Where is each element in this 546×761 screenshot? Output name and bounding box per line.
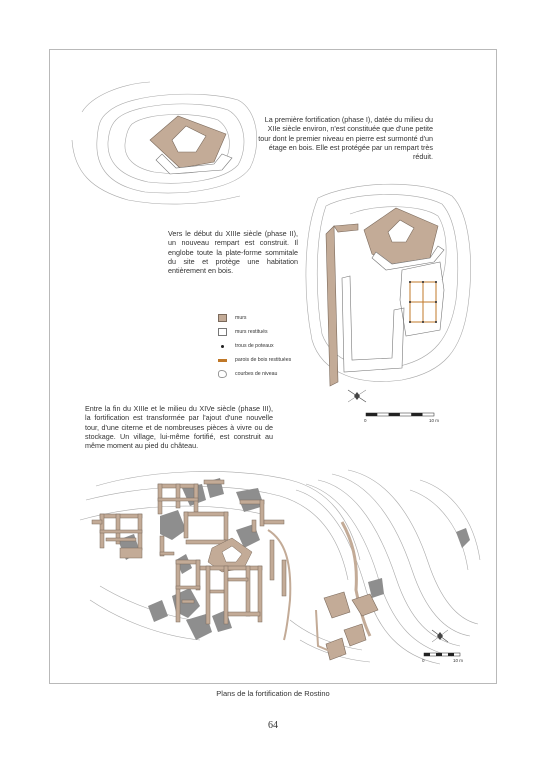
post-hole-swatch-icon — [218, 342, 227, 350]
scale-start-label: 0 — [364, 418, 367, 423]
phase1-text: La première fortification (phase I), datée du milieu du XIIe siècle environ, n'est constituée que d'une petite tour dont le premier niveau en pierre est surmonté d'un étage en bois. Elle est protégée par un rempart très réduit. — [258, 115, 433, 162]
phase3-text: Entre la fin du XIIIe et le milieu du XIVe siècle (phase III), la fortification est transformée par l'ajout d'une nouvelle tour, d'une citerne et de nombreuses pièces à vivre ou de stockage. Un village, lui-même fortifié, est construit au même moment au pied du château. — [85, 404, 273, 451]
scale-bar-phase2 — [366, 413, 434, 416]
contours-phase3 — [80, 470, 480, 664]
legend-item — [218, 312, 328, 324]
figure-caption: Plans de la fortification de Rostino — [216, 689, 330, 698]
plan-phase1 — [150, 116, 232, 174]
restored-wall-swatch-icon — [218, 328, 227, 336]
legend-item — [218, 340, 328, 352]
scale-end-label: 10 m — [429, 418, 440, 423]
legend-label: parois de bois restituées — [235, 357, 292, 363]
legend-item — [218, 368, 328, 380]
wall-swatch-icon — [218, 314, 227, 322]
wood-wall-swatch-icon — [218, 359, 227, 362]
legend-item — [218, 326, 328, 338]
north-arrow-icon — [348, 390, 366, 402]
scale-start-label-2: 0 — [422, 658, 425, 663]
legend-label: murs restitués — [235, 329, 268, 335]
legend-label: courbes de niveau — [235, 371, 278, 377]
scale-end-label-2: 10 m — [453, 658, 464, 663]
phase2-text: Vers le début du XIIIe siècle (phase II), un nouveau rempart est construit. Il englobe toute la plate-forme sommitale du site et protège une habitation entièrement en bois. — [168, 229, 298, 276]
plan-phase2 — [326, 208, 444, 386]
legend — [218, 312, 328, 382]
legend-label: murs — [235, 315, 247, 321]
legend-item — [218, 354, 328, 366]
contour-swatch-icon — [218, 370, 227, 378]
legend-label: trous de poteaux — [235, 343, 274, 349]
scale-bar-phase3 — [424, 653, 460, 656]
page-number: 64 — [268, 720, 278, 731]
